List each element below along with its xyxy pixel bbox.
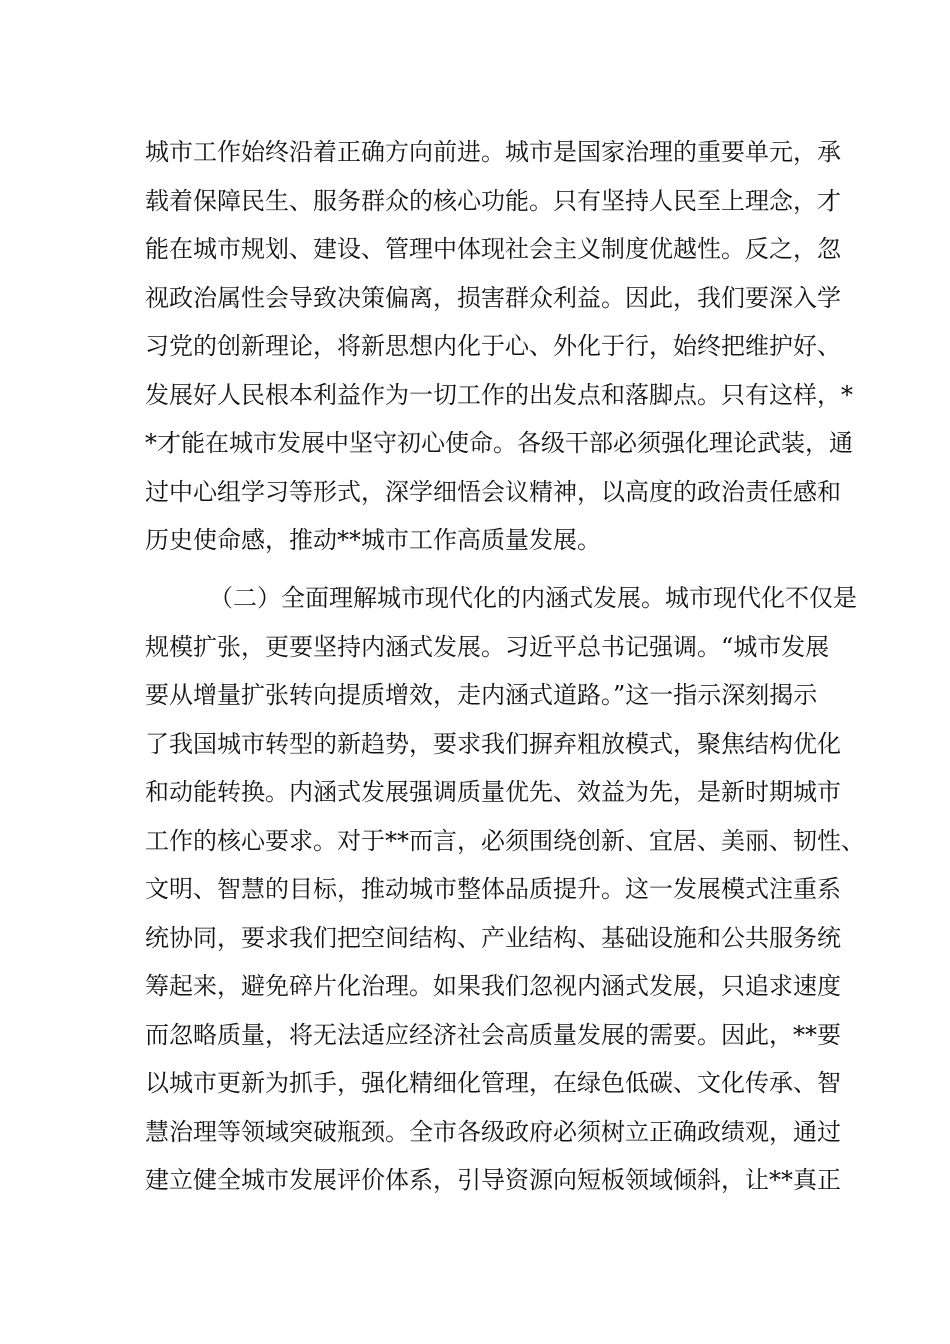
paragraph-2-line: 筹起来，避免碎片化治理。如果我们忽视内涵式发展，只追求速度 [145, 972, 841, 1000]
section-heading-line: （二）全面理解城市现代化的内涵式发展。城市现代化不仅是 [209, 584, 857, 612]
paragraph-2-line: 文明、智慧的目标，推动城市整体品质提升。这一发展模式注重系 [145, 875, 841, 903]
paragraph-2-line: 了我国城市转型的新趋势，要求我们摒弃粗放模式，聚焦结构优化 [145, 729, 841, 758]
paragraph-1-line: 载着保障民生、服务群众的核心功能。只有坚持人民至上理念，才 [145, 186, 841, 215]
paragraph-2-line: 和动能转换。内涵式发展强调质量优先、效益为先，是新时期城市 [145, 778, 841, 806]
paragraph-2-line: 工作的核心要求。对于**而言，必须围绕创新、宜居、美丽、韧性、 [145, 826, 865, 855]
paragraph-2-line: 统协同，要求我们把空间结构、产业结构、基础设施和公共服务统 [145, 923, 841, 952]
paragraph-1 [145, 128, 853, 565]
paragraph-2 [145, 574, 865, 1205]
paragraph-1-line: 历史使命感，推动**城市工作高质量发展。 [145, 526, 601, 554]
paragraph-2-line: 以城市更新为抓手，强化精细化管理，在绿色低碳、文化传承、智 [145, 1069, 841, 1097]
paragraph-1-line: *才能在城市发展中坚守初心使命。各级干部必须强化理论武装，通 [145, 429, 853, 457]
paragraph-1-line: 城市工作始终沿着正确方向前进。城市是国家治理的重要单元，承 [145, 138, 841, 166]
paragraph-2-line: 而忽略质量，将无法适应经济社会高质量发展的需要。因此，**要 [145, 1020, 841, 1049]
paragraph-2-line: 规模扩张，更要坚持内涵式发展。习近平总书记强调。“城市发展 [145, 632, 830, 661]
paragraph-1-line: 过中心组学习等形式，深学细悟会议精神，以高度的政治责任感和 [145, 477, 841, 506]
paragraph-2-line: 建立健全城市发展评价体系，引导资源向短板领域倾斜，让**真正 [145, 1166, 841, 1194]
paragraph-1-line: 发展好人民根本利益作为一切工作的出发点和落脚点。只有这样，* [145, 380, 853, 409]
paragraph-1-line: 能在城市规划、建设、管理中体现社会主义制度优越性。反之，忽 [145, 235, 841, 263]
paragraph-2-line: 慧治理等领域突破瓶颈。全市各级政府必须树立正确政绩观，通过 [145, 1117, 841, 1146]
paragraph-2-line: 要从增量扩张转向提质增效，走内涵式道路。”这一指示深刻揭示 [145, 681, 818, 709]
paragraph-1-line: 习党的创新理论，将新思想内化于心、外化于行，始终把维护好、 [145, 332, 841, 360]
paragraph-1-line: 视政治属性会导致决策偏离，损害群众利益。因此，我们要深入学 [145, 283, 841, 312]
